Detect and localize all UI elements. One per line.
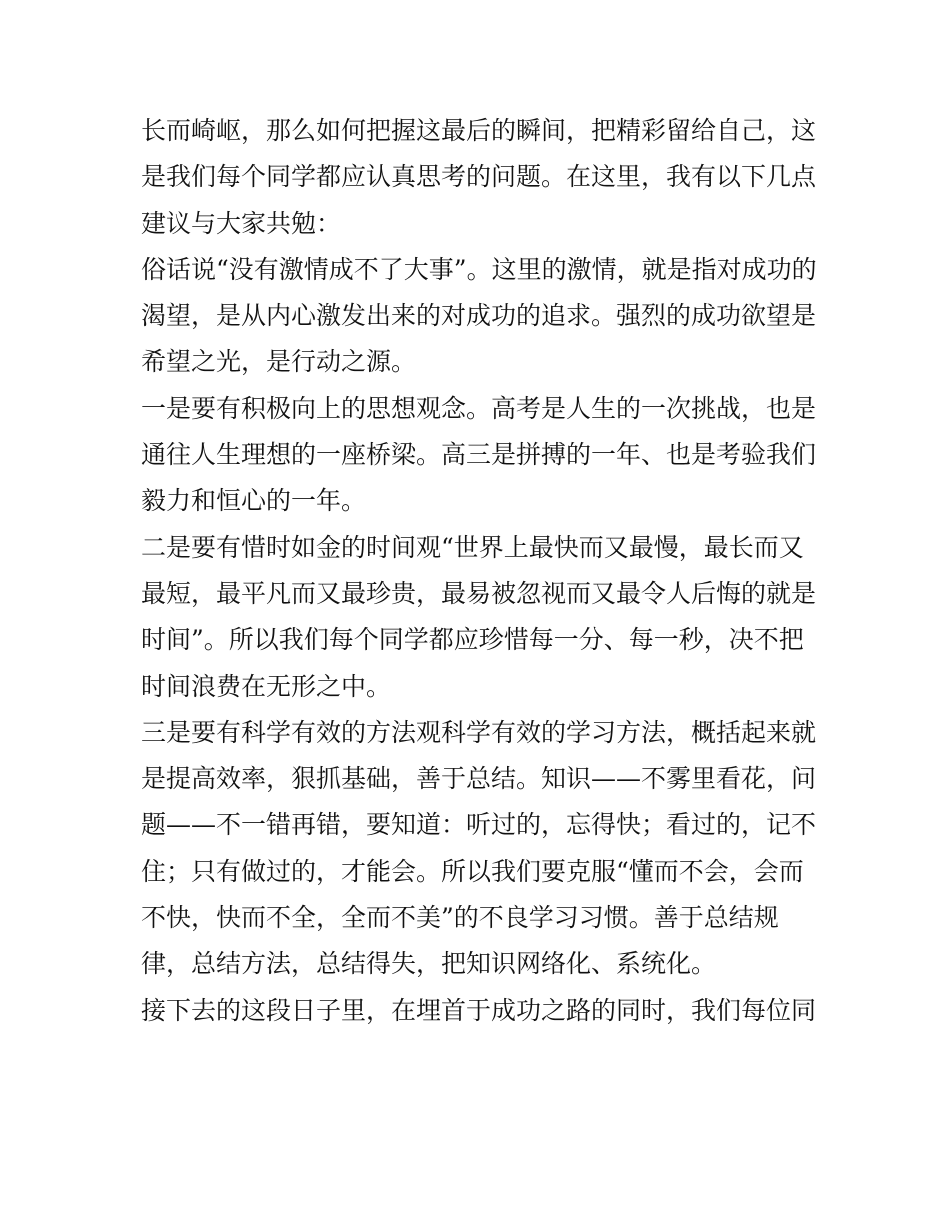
text-line-14: 三是要有科学有效的方法观科学有效的学习方法，概括起来就	[141, 717, 817, 747]
text-line-18: 不快，快而不全，全而不美”的不良学习习惯。善于总结规	[141, 903, 779, 933]
text-line-6: 希望之光，是行动之源。	[141, 347, 417, 377]
text-line-10: 二是要有惜时如金的时间观“世界上最快而又最慢，最长而又	[141, 532, 804, 562]
text-line-20: 接下去的这段日子里，在埋首于成功之路的同时，我们每位同	[141, 995, 817, 1025]
text-line-11: 最短，最平凡而又最珍贵，最易被忽视而又最令人后悔的就是	[141, 578, 817, 608]
text-line-4: 俗话说“没有激情成不了大事”。这里的激情，就是指对成功的	[141, 254, 817, 284]
text-line-16: 题——不一错再错，要知道：听过的，忘得快；看过的，记不	[141, 810, 817, 840]
text-line-13: 时间浪费在无形之中。	[141, 671, 392, 701]
text-line-17: 住；只有做过的，才能会。所以我们要克服“懂而不会，会而	[141, 856, 804, 886]
text-line-3: 建议与大家共勉：	[141, 208, 342, 238]
body-text	[141, 108, 821, 1034]
text-line-1: 长而崎岖，那么如何把握这最后的瞬间，把精彩留给自己，这	[141, 116, 817, 145]
text-line-19: 律，总结方法，总结得失，把知识网络化、系统化。	[141, 949, 717, 979]
text-line-7: 一是要有积极向上的思想观念。高考是人生的一次挑战，也是	[141, 393, 817, 423]
text-line-15: 是提高效率，狠抓基础，善于总结。知识——不雾里看花，问	[141, 764, 817, 794]
text-line-12: 时间”。所以我们每个同学都应珍惜每一分、每一秒，决不把	[141, 625, 804, 655]
text-line-2: 是我们每个同学都应认真思考的问题。在这里，我有以下几点	[141, 162, 817, 192]
text-line-9: 毅力和恒心的一年。	[141, 486, 367, 516]
text-line-8: 通往人生理想的一座桥梁。高三是拼搏的一年、也是考验我们	[141, 440, 817, 470]
text-line-5: 渴望，是从内心激发出来的对成功的追求。强烈的成功欲望是	[141, 301, 817, 331]
